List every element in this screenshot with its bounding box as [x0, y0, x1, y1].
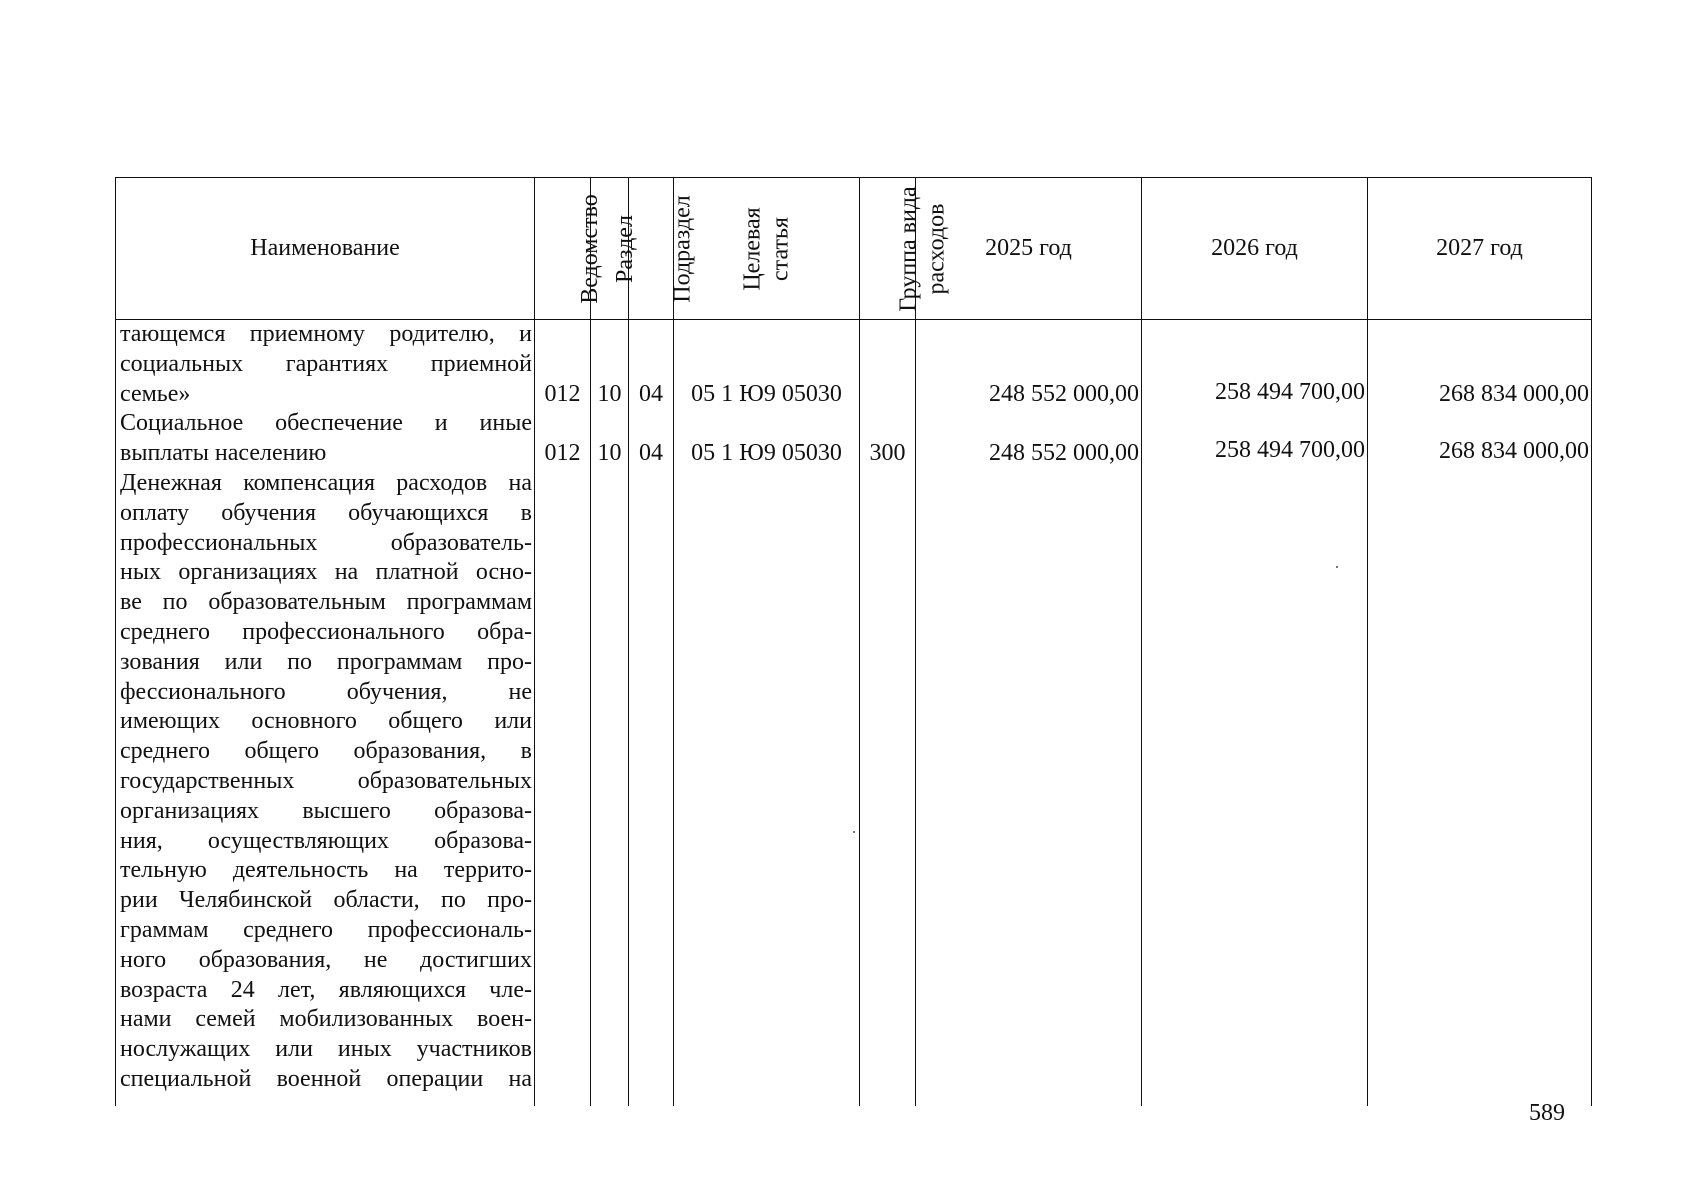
row-1-podrazdel: 04 [639, 440, 663, 466]
table-body-row [116, 320, 1592, 1106]
row-1-gruppa: 300 [869, 440, 906, 466]
header-razdel: Раздел [591, 178, 629, 320]
row-1-y2027: 268 834 000,00 [1439, 438, 1589, 464]
row-0-podrazdel: 04 [639, 381, 663, 407]
scan-speck [853, 831, 855, 833]
razdel-column [591, 320, 629, 1106]
row-1-tselevaya: 05 1 Ю9 05030 [691, 440, 842, 466]
page-number: 589 [1529, 1100, 1565, 1126]
row-0-name: тающемся приемному родителю, и социальных гарантиях приемной семье» [120, 321, 532, 407]
row-1-y2025: 248 552 000,00 [989, 440, 1139, 466]
row-1-razdel: 10 [597, 440, 622, 466]
header-podrazdel: Подраздел [629, 178, 674, 320]
scan-speck [1336, 566, 1338, 568]
y2025-column [916, 320, 1142, 1106]
row-1-y2026: 258 494 700,00 [1215, 437, 1365, 463]
row-1-vedomstvo: 012 [544, 440, 581, 466]
header-vedomstvo: Ведомство [535, 178, 591, 320]
row-2-name: Денежная компенсация расходов на оплату обучения обучающихся в профессиональных образователь- ных организациях на платной осно- ве по образовательным программам среднего профессионального обра- зования или по программам про- фессионального обучения, не имеющих основного общего или среднего общего образования, в государственных образовательных организациях высшего образова- ния, осуществляющих образова- тельную деятельность на террито- рии Челябинской области, по про- граммам среднего профессиональ- ного образования, не достигших возраста 24 лет, являющихся чле- нами семей мобилизованных воен- нослужащих или иных участников специальной военной операции на [120, 469, 532, 1092]
row-1-name: Социальное обеспечение и иные выплаты населению [120, 410, 532, 467]
row-0-vedomstvo: 012 [544, 381, 581, 407]
gruppa-column [860, 320, 916, 1106]
y2027-column [1368, 320, 1592, 1106]
row-0-y2026: 258 494 700,00 [1215, 379, 1365, 405]
podrazdel-column [629, 320, 674, 1106]
budget-table [115, 177, 1592, 1106]
y2026-column [1142, 320, 1368, 1106]
row-0-y2027: 268 834 000,00 [1439, 381, 1589, 407]
header-2025: 2025 год [916, 178, 1142, 320]
header-tselevaya-statya: Целевая статья [674, 178, 860, 320]
tselevaya-column [674, 320, 860, 1106]
header-2026: 2026 год [1142, 178, 1368, 320]
name-column [116, 320, 535, 1106]
row-0-razdel: 10 [597, 381, 622, 407]
row-0-tselevaya: 05 1 Ю9 05030 [691, 381, 842, 407]
vedomstvo-column [535, 320, 591, 1106]
header-gruppa-vida-raskhodov: Группа вида расходов [860, 178, 916, 320]
table-header-row [116, 178, 1592, 320]
row-0-y2025: 248 552 000,00 [989, 381, 1139, 407]
header-2027: 2027 год [1368, 178, 1592, 320]
header-name: Наименование [116, 178, 535, 320]
